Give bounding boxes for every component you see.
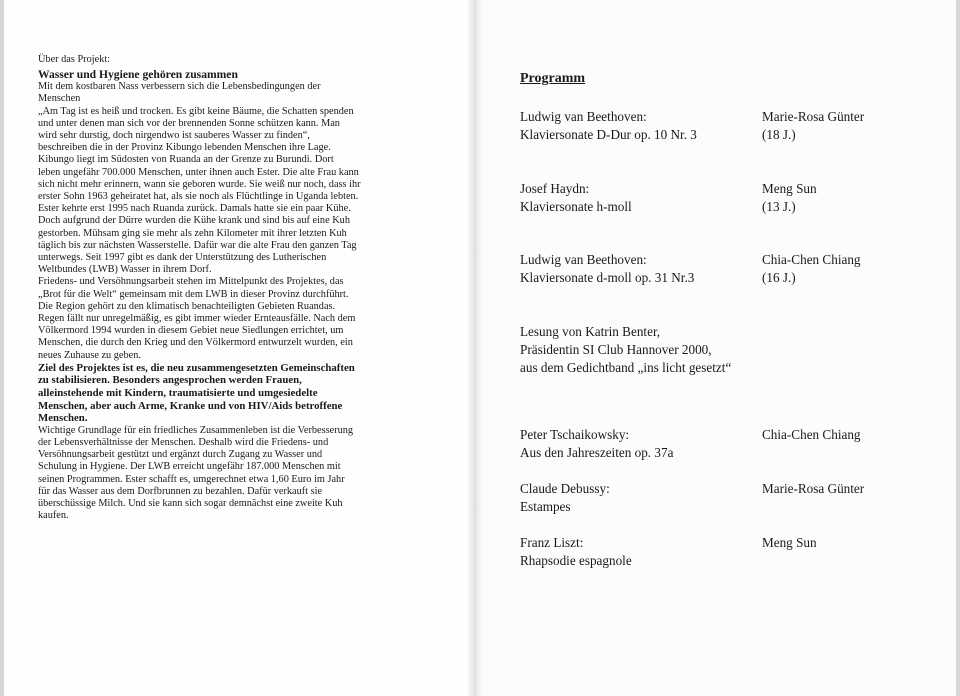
article-line: Kibungo liegt im Südosten von Ruanda an der Grenze zu Burundi. Dort	[38, 154, 334, 166]
composer: Ludwig van Beethoven:	[520, 252, 647, 267]
article-line: wird sehr durstig, doch nirgendwo ist sauberes Wasser zu finden“,	[38, 130, 310, 142]
article-line: Die Region gehört zu den klimatisch benachteiligten Gebieten Ruandas.	[38, 300, 336, 312]
conclusion-line: für das Wasser aus dem Dorfbrunnen zu bezahlen. Dafür verkauft sie	[38, 485, 323, 497]
conclusion-line: der Lebensverhältnisse der Menschen. Deshalb wird die Friedens- und	[38, 437, 329, 449]
goal-line: alleinstehende mit Kindern, traumatisierte und umgesiedelte	[38, 387, 318, 400]
work-title: Aus den Jahreszeiten op. 37a	[520, 445, 674, 460]
article-line: „Brot für die Welt“ gemeinsam mit dem LWB in dieser Provinz durchführt.	[38, 288, 349, 300]
performer-age: (18 J.)	[762, 127, 796, 142]
reading-line: Präsidentin SI Club Hannover 2000,	[520, 342, 712, 357]
conclusion-line: Versöhnungsarbeit gestützt und ergänzt durch Zugang zu Wasser und	[38, 449, 323, 461]
article-conclusion	[38, 425, 446, 523]
conclusion-line: überschüssige Milch. Und sie kann sich sogar demnächst eine zweite Kuh	[38, 498, 343, 510]
composer: Peter Tschaikowsky:	[520, 427, 630, 442]
performer-age: (16 J.)	[762, 270, 796, 285]
work-title: Rhapsodie espagnole	[520, 553, 632, 568]
work-title: Klaviersonate h-moll	[520, 199, 632, 214]
article-line: Ester kehrte erst 1995 nach Ruanda zurück. Damals hatte sie ein paar Kühe.	[38, 203, 351, 215]
article-line: beschreiben die in der Provinz Kibungo lebenden Menschen ihre Lage.	[38, 142, 331, 154]
composer: Claude Debussy:	[520, 481, 610, 496]
work-title: Klaviersonate d-moll op. 31 Nr.3	[520, 270, 695, 285]
article-line: Mit dem kostbaren Nass verbessern sich die Lebensbedingungen der	[38, 81, 321, 93]
performer: Meng Sun	[762, 181, 817, 196]
performer: Chia-Chen Chiang	[762, 252, 861, 267]
article-line: Menschen, die durch den Krieg und den Völkermord entwurzelt wurden, ein	[38, 337, 353, 349]
composer: Franz Liszt:	[520, 535, 584, 550]
goal-line: zu stabilisieren. Besonders angesprochen werden Frauen,	[38, 374, 302, 387]
reading-line: Lesung von Katrin Benter,	[520, 324, 661, 339]
program-title: Programm	[520, 71, 586, 86]
article-line: Friedens- und Versöhnungsarbeit stehen im Mittelpunkt des Projektes, das	[38, 276, 344, 288]
concert-program	[520, 70, 920, 568]
article-line: unterwegs. Seit 1997 gibt es dank der Unterstützung des Lutherischen	[38, 252, 327, 264]
article-body	[38, 81, 446, 362]
paper-edge-right	[956, 0, 960, 696]
article-line: erster Sohn 1963 geheiratet hat, als sie noch als Flüchtlinge in Uganda lebten.	[38, 191, 359, 203]
project-article	[38, 54, 446, 522]
article-headline: Wasser und Hygiene gehören zusammen	[38, 68, 238, 82]
conclusion-line: kaufen.	[38, 510, 69, 522]
performer: Meng Sun	[762, 535, 817, 550]
paper-edge-left	[0, 0, 4, 696]
article-line: Regen fällt nur unregelmäßig, es gibt immer wieder Ernteausfälle. Nach dem	[38, 313, 356, 325]
article-line: sich nicht mehr erinnern, wann sie geboren wurde. Sie weiß nur noch, dass ihr	[38, 178, 361, 190]
article-line: „Am Tag ist es heiß und trocken. Es gibt keine Bäume, die Schatten spenden	[38, 105, 354, 117]
performer: Marie-Rosa Günter	[762, 481, 865, 496]
goal-line: Ziel des Projektes ist es, die neu zusammengesetzten Gemeinschaften	[38, 361, 355, 374]
composer: Josef Haydn:	[520, 181, 590, 196]
article-line: leben ungefähr 700.000 Menschen, unter ihnen auch Ester. Die alte Frau kann	[38, 166, 359, 178]
article-line: Völkermord 1994 wurden in diesem Gebiet neue Siedlungen errichtet, um	[38, 325, 344, 337]
article-line: und unter denen man sich vor der brennenden Sonne schützen kann. Man	[38, 117, 340, 129]
article-line: täglich bis zur nächsten Wasserstelle. Dafür war die alte Frau den ganzen Tag	[38, 239, 357, 251]
article-line: Doch aufgrund der Dürre wurden die Kühe krank und sind bis auf eine Kuh	[38, 215, 350, 227]
reading-line: aus dem Gedichtband „ins licht gesetzt“	[520, 360, 732, 375]
performer-age: (13 J.)	[762, 199, 796, 214]
goal-line: Menschen.	[38, 412, 88, 425]
conclusion-line: seinen Programmen. Ester schafft es, umgerechnet etwa 1,60 Euro im Jahr	[38, 473, 345, 485]
article-line: Weltbundes (LWB) Wasser in ihrem Dorf.	[38, 264, 212, 276]
article-goal	[38, 362, 446, 425]
goal-line: Menschen, aber auch Arme, Kranke und von HIV/Aids betroffene	[38, 399, 343, 412]
performer: Marie-Rosa Günter	[762, 109, 865, 124]
article-line: neues Zuhause zu geben.	[38, 349, 141, 361]
work-title: Estampes	[520, 499, 571, 514]
work-title: Klaviersonate D-Dur op. 10 Nr. 3	[520, 127, 697, 142]
page-fold	[468, 0, 482, 696]
conclusion-line: Schulung in Hygiene. Der LWB erreicht ungefähr 187.000 Menschen mit	[38, 461, 341, 473]
composer: Ludwig van Beethoven:	[520, 109, 647, 124]
article-line: gestorben. Mühsam ging sie mehr als zehn Kilometer mit ihrer letzten Kuh	[38, 227, 347, 239]
article-kicker: Über das Projekt:	[38, 54, 111, 65]
article-line: Menschen	[38, 93, 81, 105]
performer: Chia-Chen Chiang	[762, 427, 861, 442]
conclusion-line: Wichtige Grundlage für ein friedliches Zusammenleben ist die Verbesserung	[38, 424, 354, 436]
